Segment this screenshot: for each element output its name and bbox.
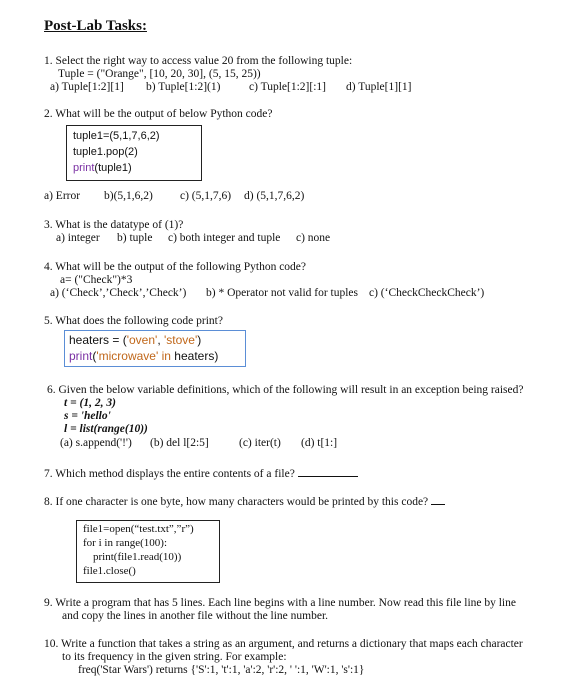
q8-code-line-3: print(file1.read(10))	[93, 551, 182, 563]
q10-line-3: freq('Star Wars') returns {'S':1, 't':1, 'a':2, 'r':2, ' ':1, 'W':1, 's':1}	[78, 664, 365, 676]
q5-question: 5. What does the following code print?	[44, 315, 223, 327]
q2-option-d: d) (5,1,7,6,2)	[244, 190, 305, 202]
q10-line-2: to its frequency in the given string. For example:	[62, 651, 287, 663]
print-argument: (tuple1)	[94, 162, 132, 174]
q5-assign: heaters = (	[69, 333, 127, 347]
q5-heaters-arg: heaters)	[174, 349, 219, 363]
q7-answer-blank	[298, 466, 358, 477]
q8-code-line-4: file1.close()	[83, 565, 136, 577]
q1-code: Tuple = ("Orange", [10, 20, 30], (5, 15, 25))	[58, 68, 261, 80]
q9-line-1: 9. Write a program that has 5 lines. Each line begins with a line number. Now read this file line by line	[44, 597, 516, 609]
q6-option-d: (d) t[1:]	[301, 437, 338, 449]
q8-code-box	[76, 520, 220, 583]
q4-option-c: c) (‘CheckCheckCheck’)	[369, 287, 485, 299]
q5-in-keyword: in	[158, 349, 175, 363]
page-title: Post-Lab Tasks:	[44, 18, 147, 34]
q1-option-b: b) Tuple[1:2](1)	[146, 81, 221, 93]
q5-string-oven: 'oven'	[126, 333, 158, 347]
q3-option-d: c) none	[296, 232, 331, 244]
q6-def-s: s = 'hello'	[64, 410, 111, 422]
q5-close-paren: )	[197, 333, 202, 347]
q4-option-b: b) * Operator not valid for tuples	[206, 287, 359, 299]
q8-code-line-2: for i in range(100):	[83, 537, 167, 549]
q6-def-l: l = list(range(10))	[64, 423, 148, 435]
q5-open-paren: (	[92, 349, 97, 363]
q2-code-line-2: tuple1.pop(2)	[73, 146, 138, 158]
q6-option-a: (a) s.append('!')	[60, 437, 132, 449]
q2-code-box	[66, 125, 202, 181]
q5-code-line-2	[69, 348, 245, 364]
q8-answer-blank	[431, 494, 445, 505]
q5-separator: ,	[157, 333, 164, 347]
q9-line-2: and copy the lines in another file without the line number.	[62, 610, 329, 622]
q3-option-c: c) both integer and tuple	[168, 232, 281, 244]
q2-option-a: a) Error	[44, 190, 81, 202]
q1-option-c: c) Tuple[1:2][:1]	[249, 81, 326, 93]
q3-option-a: a) integer	[56, 232, 100, 244]
q3-question: 3. What is the datatype of (1)?	[44, 219, 184, 231]
q1-option-d: d) Tuple[1][1]	[346, 81, 412, 93]
q4-code: a= ("Check")*3	[60, 274, 133, 286]
q5-string-stove: 'stove'	[163, 333, 198, 347]
q2-code-line-3	[73, 160, 201, 176]
q4-option-a: a) (‘Check’,’Check’,’Check’)	[50, 287, 187, 299]
q5-print-keyword: print	[69, 349, 93, 363]
q6-def-t: t = (1, 2, 3)	[64, 397, 116, 409]
q2-question: 2. What will be the output of below Python code?	[44, 108, 273, 120]
q2-option-b: b)(5,1,6,2)	[104, 190, 153, 202]
q5-code-line-1	[69, 332, 245, 348]
q8-code-line-1: file1=open(“test.txt”,”r”)	[83, 523, 194, 535]
q6-question: 6. Given the below variable definitions, which of the following will result in an exception being raised?	[47, 384, 524, 396]
q7-question-row	[44, 466, 358, 480]
q7-question: 7. Which method displays the entire contents of a file?	[44, 468, 295, 480]
q6-option-c: (c) iter(t)	[239, 437, 281, 449]
print-keyword: print	[73, 162, 95, 174]
q5-code-box	[64, 330, 246, 367]
q6-option-b: (b) del l[2:5]	[150, 437, 209, 449]
q2-code-line-1: tuple1=(5,1,7,6,2)	[73, 130, 160, 142]
q3-option-b: b) tuple	[117, 232, 153, 244]
q10-line-1: 10. Write a function that takes a string as an argument, and returns a dictionary that maps each character	[44, 638, 523, 650]
q1-question: 1. Select the right way to access value 20 from the following tuple:	[44, 55, 353, 67]
q1-option-a: a) Tuple[1:2][1]	[50, 81, 124, 93]
q8-question-row	[44, 494, 445, 508]
q8-question: 8. If one character is one byte, how many characters would be printed by this code?	[44, 496, 429, 508]
q4-question: 4. What will be the output of the following Python code?	[44, 261, 307, 273]
q5-string-microwave: 'microwave'	[96, 349, 159, 363]
q2-option-c: c) (5,1,7,6)	[180, 190, 232, 202]
